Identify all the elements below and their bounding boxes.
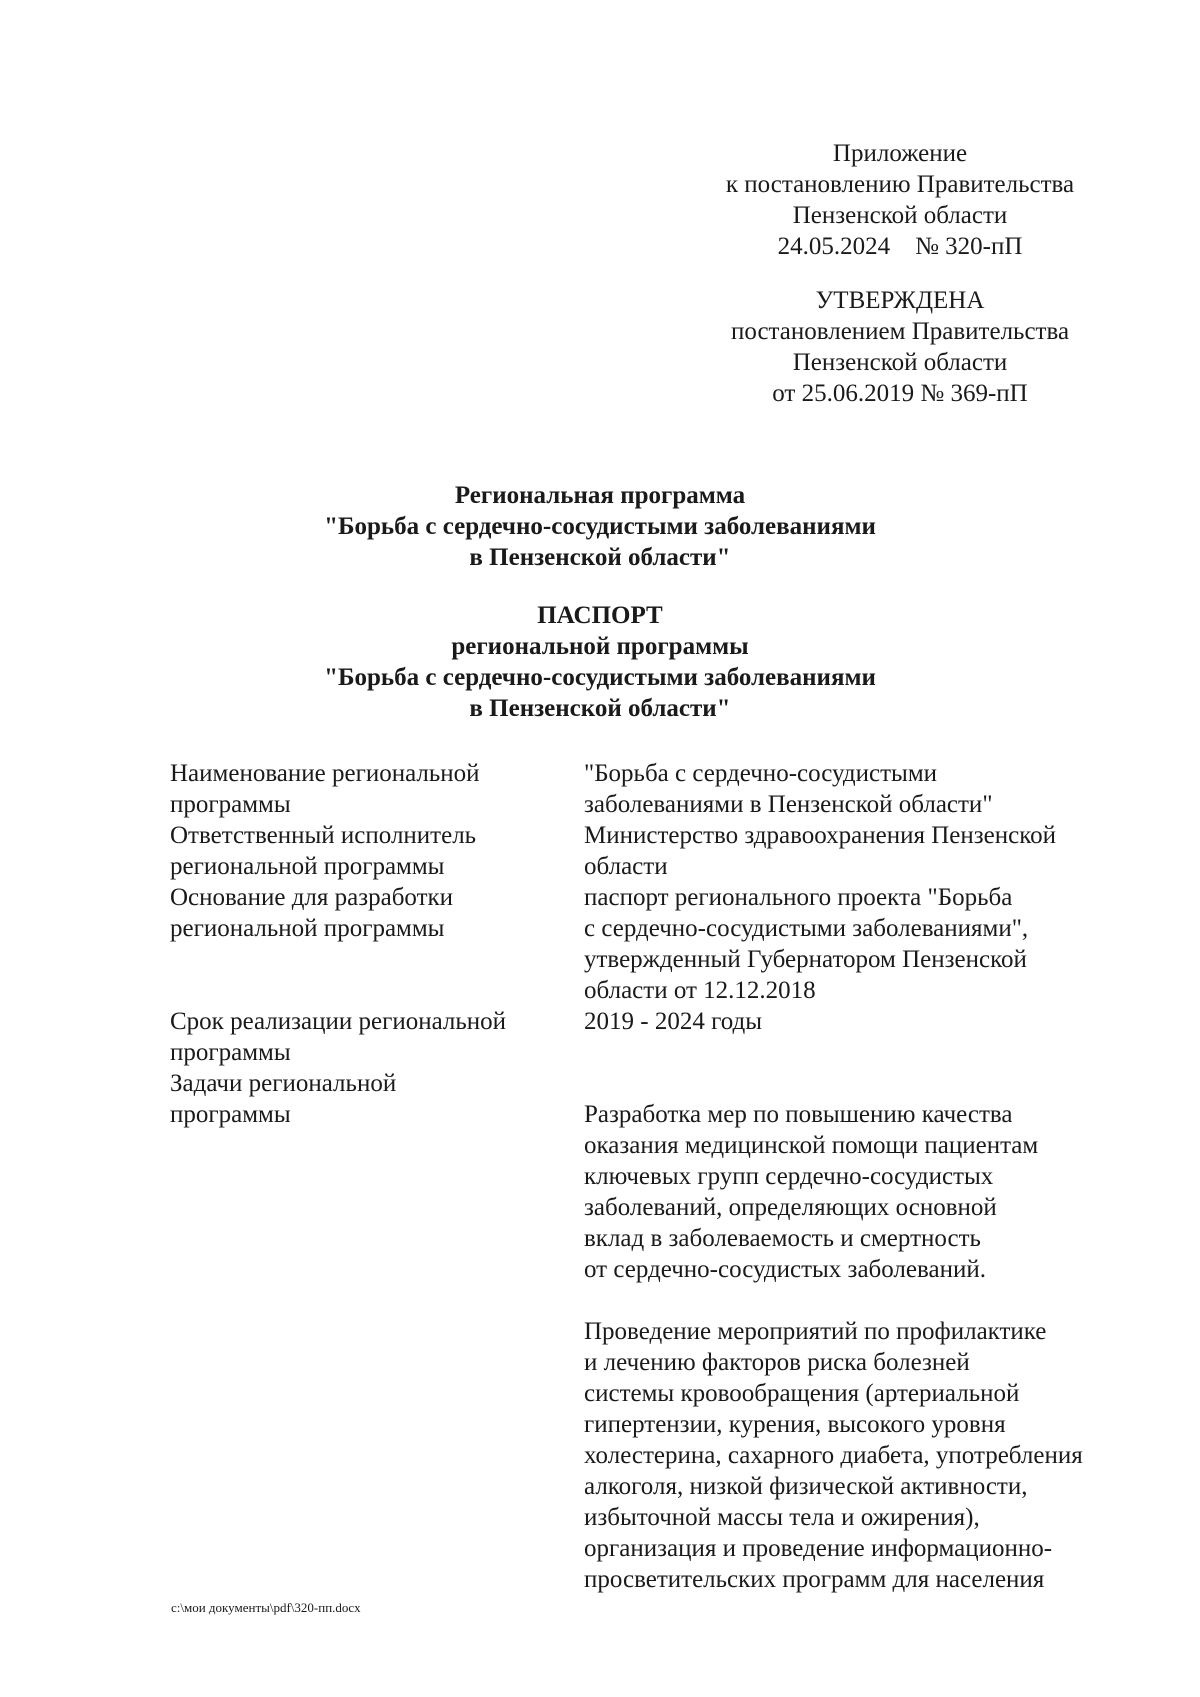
program-title-line: "Борьба с сердечно-сосудистыми заболеваниями — [324, 513, 876, 540]
row-label — [170, 1006, 584, 1068]
passport-table — [170, 758, 1145, 1595]
row-value — [584, 758, 1145, 820]
program-title-line: в Пензенской области" — [469, 544, 731, 571]
approved-line: Пензенской области — [792, 349, 1008, 376]
label-line: региональной программы — [170, 853, 445, 880]
value-line: организация и проведение информационно- — [584, 1535, 1053, 1562]
program-title-line: Региональная программа — [454, 482, 746, 509]
table-row — [170, 882, 1145, 1006]
label-line: программы — [170, 1039, 291, 1066]
value-line: от сердечно-сосудистых заболеваний. — [584, 1256, 986, 1283]
program-title — [0, 480, 1200, 573]
value-line: с сердечно-сосудистыми заболеваниями", — [584, 915, 1029, 942]
label-line: Срок реализации региональной — [170, 1008, 507, 1035]
appendix-line: к постановлению Правительства — [725, 171, 1075, 198]
row-value — [584, 1006, 1145, 1068]
label-line: Задачи региональной — [170, 1070, 397, 1097]
value-line: области — [584, 853, 668, 880]
approved-line: постановлением Правительства — [730, 318, 1070, 345]
label-line: программы — [170, 1101, 291, 1128]
value-line: системы кровообращения (артериальной — [584, 1380, 1020, 1407]
approved-date-number: от 25.06.2019 № 369-пП — [772, 380, 1028, 407]
passport-title-line: ПАСПОРТ — [537, 602, 663, 629]
label-line: региональной программы — [170, 915, 445, 942]
value-line: 2019 - 2024 годы — [584, 1008, 763, 1035]
value-line: холестерина, сахарного диабета, употребления — [584, 1442, 1083, 1469]
row-label — [170, 882, 584, 1006]
value-line: утвержденный Губернатором Пензенской — [584, 946, 1027, 973]
passport-title-line: "Борьба с сердечно-сосудистыми заболеваниями — [324, 664, 876, 691]
row-label — [170, 1068, 584, 1595]
value-line: Разработка мер по повышению качества — [584, 1101, 1013, 1128]
row-value — [584, 820, 1145, 882]
value-line: Проведение мероприятий по профилактике — [584, 1318, 1047, 1345]
value-line: заболеваний, определяющих основной — [584, 1194, 997, 1221]
passport-title — [0, 600, 1200, 724]
appendix-line: Приложение — [832, 140, 968, 167]
appendix-header — [700, 138, 1100, 262]
table-row — [170, 820, 1145, 882]
value-line: и лечению факторов риска болезней — [584, 1349, 970, 1376]
passport-title-line: в Пензенской области" — [469, 695, 731, 722]
paragraph-gap — [584, 1068, 1145, 1099]
value-line: вклад в заболеваемость и смертность — [584, 1225, 981, 1252]
row-value — [584, 882, 1145, 1006]
label-line: программы — [170, 791, 291, 818]
appendix-line: Пензенской области — [792, 202, 1008, 229]
passport-title-line: региональной программы — [451, 633, 749, 660]
table-row — [170, 1006, 1145, 1068]
value-line: паспорт регионального проекта "Борьба — [584, 884, 1013, 911]
table-row — [170, 758, 1145, 820]
value-line: оказания медицинской помощи пациентам — [584, 1132, 1039, 1159]
value-line: ключевых групп сердечно-сосудистых — [584, 1163, 994, 1190]
value-line: алкоголя, низкой физической активности, — [584, 1473, 1028, 1500]
value-line: гипертензии, курения, высокого уровня — [584, 1411, 1006, 1438]
value-line: избыточной массы тела и ожирения), — [584, 1504, 980, 1531]
footer-file-path: c:\мои документы\pdf\320-пп.docx — [171, 1600, 361, 1615]
value-line: заболеваниями в Пензенской области" — [584, 791, 993, 818]
table-row — [170, 1068, 1145, 1595]
approved-line: УТВЕРЖДЕНА — [815, 287, 985, 314]
label-line: Наименование региональной — [170, 760, 480, 787]
value-line: Министерство здравоохранения Пензенской — [584, 822, 1056, 849]
row-value — [584, 1068, 1145, 1595]
value-line: "Борьба с сердечно-сосудистыми — [584, 760, 938, 787]
appendix-date-number: 24.05.2024 № 320-пП — [777, 233, 1023, 260]
value-line: области от 12.12.2018 — [584, 977, 816, 1004]
row-label — [170, 758, 584, 820]
paragraph-gap — [584, 1285, 1145, 1316]
value-line: просветительских программ для населения — [584, 1566, 1045, 1593]
label-line: Ответственный исполнитель — [170, 822, 477, 849]
approved-header — [700, 285, 1100, 409]
label-line: Основание для разработки — [170, 884, 454, 911]
row-label — [170, 820, 584, 882]
